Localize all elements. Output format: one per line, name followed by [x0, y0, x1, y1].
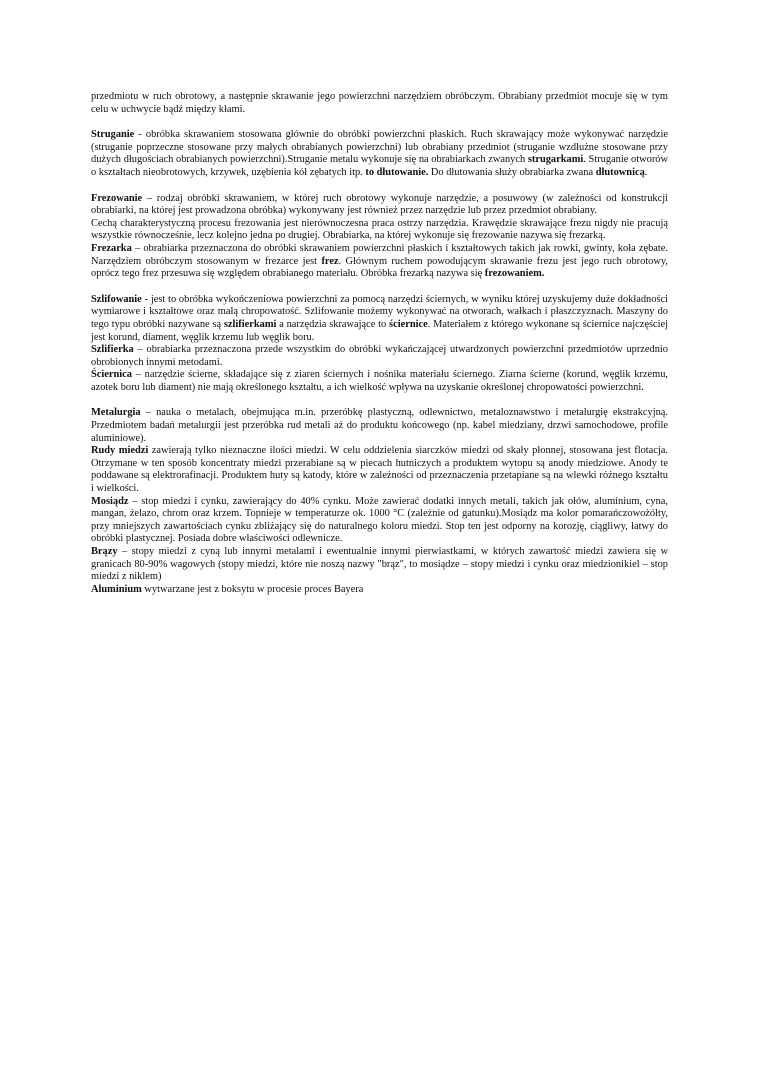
bold-term: Ściernica — [91, 369, 132, 381]
bold-term: szlifierkami — [223, 318, 277, 330]
text-run: przedmiotu w ruch obrotowy, a następnie skrawanie jego powierzchni narzędziem obróbczym. Obrabiany przedmiot mocuje się w tym celu w uchwycie bądź między kłami. — [91, 91, 668, 115]
text-run: zawierają tylko nieznaczne ilości miedzi. W celu oddzielenia siarczków miedzi od skały płonnej, stosowana jest flotacja. Otrzymane w ten sposób koncentraty miedzi przerabiane są w piecach hutniczych a produktem wytopu są anody miedziowe. Anody te poddawane są elektrorafinacji. Produktem huty są katody, które w zależności od przeznaczenia przetapiane są na wlewki różnego kształtu i wielkości. — [91, 445, 668, 495]
text-run: - jest to obróbka wykończeniowa powierzchni za pomocą narzędzi ściernych, w wyniku której uzyskujemy duże dokładności wymiarowe i kształtowe oraz małą chropowatość. Szlifowanie możemy wykonywać na otworach, wałkach i płaszczyznach. Maszyny do tego typu obróbki nazywane są — [91, 293, 668, 330]
paragraph — [91, 129, 668, 179]
bold-term: frezowaniem. — [484, 268, 545, 280]
text-section — [91, 193, 668, 281]
text-run: . Struganie otworów o kształtach nieobrotowych, krzywek, uzębienia kół zębatych itp. — [91, 154, 668, 178]
paragraph — [91, 243, 668, 281]
paragraph — [91, 584, 668, 597]
text-run: a narzędzia skrawające to — [276, 318, 390, 330]
paragraph — [91, 407, 668, 445]
text-run: wytwarzane jest z boksytu w procesie proces Bayera — [141, 583, 364, 595]
text-run: – narzędzie ścierne, składające się z ziaren ściernych i nośnika materiału ściernego. Ziarna ścierne (korund, węglik krzemu, azotek boru lub diament) nie mają określonego kształtu, a ich wielkość wpływa na uzyskanie określonej chropowatości powierzchni. — [91, 369, 668, 393]
bold-term: Frezowanie — [91, 192, 143, 204]
bold-term: Szlifowanie — [91, 293, 142, 305]
text-run: – stop miedzi i cynku, zawierający do 40% cynku. Może zawierać dodatki innych metali, takich jak ołów, aluminium, cyna, mangan, żelazo, chrom oraz krzem. Topnieje w temperaturze ok. 1000 °C (zależnie od gatunku).Mosiądz ma kolor pomarańczowożółty, przy mniejszych zawartościach cynku zbliżający się do naturalnego koloru miedzi. Stop ten jest odporny na korozję, ciągliwy, łatwy do obróbki plastycznej. Posiada dobre właściwości odlewnicze. — [91, 495, 668, 545]
text-run: – nauka o metalach, obejmująca m.in. przeróbkę plastyczną, odlewnictwo, metaloznawstwo i metalurgię ekstrakcyjną. Przedmiotem badań metalurgii jest przeróbka rud metali aż do produktu końcowego (np. kabel miedziany, drzwi samochodowe, profile aluminiowe). — [91, 407, 668, 444]
text-run: Do dłutowania służy obrabiarka zwana — [428, 166, 596, 178]
bold-term: frez — [321, 255, 339, 267]
text-run: – stopy miedzi z cyną lub innymi metalami i ewentualnie innymi pierwiastkami, w których zawartość miedzi zawiera się w granicach 80-90% wagowych (stopy miedzi, które nie noszą nazwy "brąz", to mosiądze – stopy miedzi i cynku oraz miedzionikiel – stop miedzi z niklem) — [91, 546, 668, 583]
bold-term: to dłutowanie. — [365, 166, 429, 178]
paragraph — [91, 294, 668, 344]
text-run: . — [644, 166, 648, 178]
paragraph — [91, 193, 668, 218]
text-run: Cechą charakterystyczną procesu frezowania jest nierównoczesna praca ostrzy narzędzia. Krawędzie skrawające frezu nigdy nie pracują wszystkie równocześnie, lecz kolejno jedna po drugiej. Obrabiarka, na której wykonuje się frezowanie nazywa się frezarką. — [91, 217, 668, 242]
bold-term: Frezarka — [91, 242, 132, 254]
paragraph — [91, 546, 668, 584]
text-section — [91, 294, 668, 395]
bold-term: Struganie — [91, 129, 135, 141]
bold-term: Brązy — [91, 546, 118, 557]
text-run: – obrabiarka przeznaczona przede wszystkim do obróbki wykańczającej utwardzonych powierzchni przedmiotów uprzednio obrobionych innymi metodami. — [91, 344, 668, 368]
paragraph — [91, 344, 668, 369]
bold-term: strugarkami — [527, 154, 584, 166]
bold-term: Mosiądz — [91, 495, 129, 507]
text-run: – rodzaj obróbki skrawaniem, w której ruch obrotowy wykonuje narzędzie, a posuwowy (w zależności od konstrukcji obrabiarki, na której jest prowadzona obróbka) wykonywany jest również przez narzędzie lub przez przedmiot obrabiany. — [91, 192, 668, 217]
text-section — [91, 91, 668, 116]
text-run: - obróbka skrawaniem stosowana głównie do obróbki powierzchni płaskich. Ruch skrawający może wykonywać narzędzie (struganie poprzeczne stosowane przy małych obrabianych powierzchni) lub obrabiany przedmiot (struganie wzdłużne stosowane przy dużych długościach obrabianych powierzchni).Struganie metalu wykonuje się na obrabiarkach zwanych — [91, 129, 668, 166]
text-run: . Materiałem z którego wykonane są ściernice najczęściej jest korund, diament, węglik krzemu lub węglik boru. — [91, 318, 668, 343]
text-section — [91, 129, 668, 179]
text-run: – obrabiarka przeznaczona do obróbki skrawaniem powierzchni płaskich i kształtowych takich jak rowki, gwinty, koła zębate. Narzędziem obróbczym stosowanym w frezarce jest — [91, 242, 668, 267]
paragraph — [91, 91, 668, 116]
bold-term: Aluminium — [91, 583, 142, 595]
bold-term: ściernice — [389, 318, 428, 330]
bold-term: Metalurgia — [91, 407, 141, 419]
paragraph — [91, 496, 668, 546]
bold-term: Szlifierka — [91, 344, 134, 356]
text-section — [91, 407, 668, 596]
paragraph — [91, 369, 668, 394]
bold-term: Rudy miedzi — [91, 445, 149, 457]
text-run: . Głównym ruchem powodującym skrawanie frezu jest jego ruch obrotowy, oprócz tego frez przesuwa się względem obrabianego materiału. Obróbka frezarką nazywa się — [91, 255, 668, 280]
bold-term: dłutownicą — [595, 166, 645, 178]
paragraph — [91, 218, 668, 243]
paragraph — [91, 445, 668, 495]
